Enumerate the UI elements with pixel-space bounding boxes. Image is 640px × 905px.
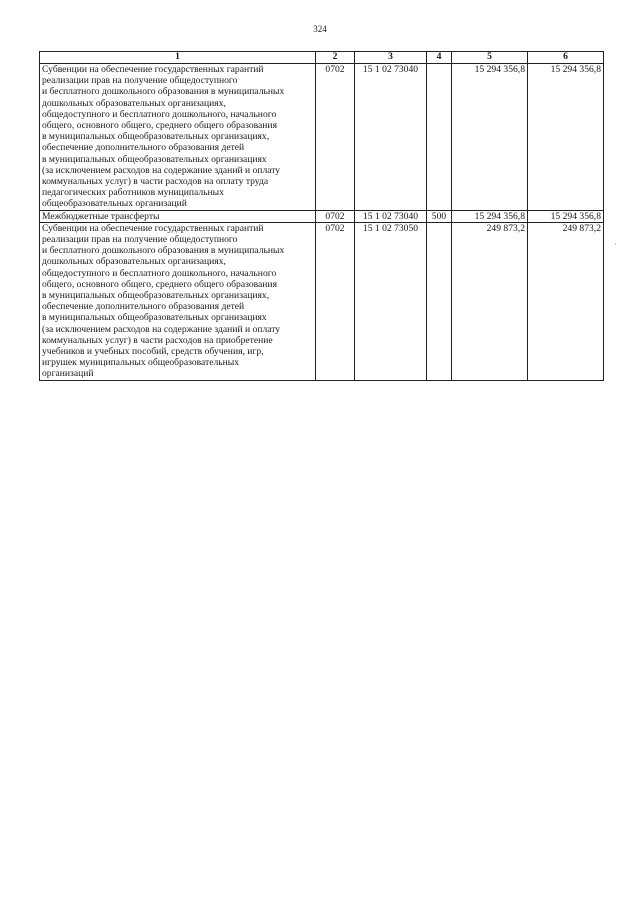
row-type-cell: [427, 222, 452, 380]
table-row: [40, 64, 604, 211]
row-section-cell: 0702: [316, 222, 355, 380]
row-sum1-cell: 249 873,2: [452, 222, 528, 380]
row-type-cell: 500: [427, 210, 452, 222]
row-sum2-cell: 249 873,2: [528, 222, 604, 380]
row-name-cell: Субвенции на обеспечение государственных гарантий реализации прав на получение общедоступного и бесплатного дошкольного образования в муниципальных дошкольных образовательных организациях, общедоступного и бесплатного дошкольного, начального общего, основного общего, среднего общего образования в муниципальных общеобразовательных организациях, обеспечение дополнительного образования детей в муниципальных общеобразовательных организациях (за исключением расходов на содержание зданий и оплату коммунальных услуг) в части расходов на приобретение учебников и учебных пособий, средств обучения, игр, игрушек муниципальных общеобразовательных организаций: [40, 222, 316, 380]
row-name-cell: Субвенции на обеспечение государственных гарантий реализации прав на получение общедоступного и бесплатного дошкольного образования в муниципальных дошкольных образовательных организациях, общедоступного и бесплатного дошкольного, начального общего, основного общего, среднего общего образования в муниципальных общеобразовательных организациях, обеспечение дополнительного образования детей в муниципальных общеобразовательных организациях (за исключением расходов на содержание зданий и оплату коммунальных услуг) в части расходов на оплату труда педагогических работников муниципальных общеобразовательных организаций: [40, 64, 316, 211]
table-row: [40, 210, 604, 222]
row-sum1-cell: 15 294 356,8: [452, 64, 528, 211]
column-header-1: 1: [40, 52, 316, 64]
row-target-cell: 15 1 02 73040: [355, 64, 427, 211]
row-sum2-cell: 15 294 356,8: [528, 64, 604, 211]
row-section-cell: 0702: [316, 210, 355, 222]
table-header-row: [40, 52, 604, 64]
column-header-5: 5: [452, 52, 528, 64]
column-header-2: 2: [316, 52, 355, 64]
row-section-cell: 0702: [316, 64, 355, 211]
row-type-cell: [427, 64, 452, 211]
row-sum2-cell: 15 294 356,8: [528, 210, 604, 222]
budget-table: [39, 51, 604, 381]
table-row: [40, 222, 604, 380]
column-header-3: 3: [355, 52, 427, 64]
column-header-6: 6: [528, 52, 604, 64]
scan-mark: ·: [614, 240, 617, 249]
row-target-cell: 15 1 02 73040: [355, 210, 427, 222]
row-target-cell: 15 1 02 73050: [355, 222, 427, 380]
row-name-cell: Межбюджетные трансферты: [40, 210, 316, 222]
column-header-4: 4: [427, 52, 452, 64]
row-sum1-cell: 15 294 356,8: [452, 210, 528, 222]
page-number: 324: [313, 24, 327, 34]
